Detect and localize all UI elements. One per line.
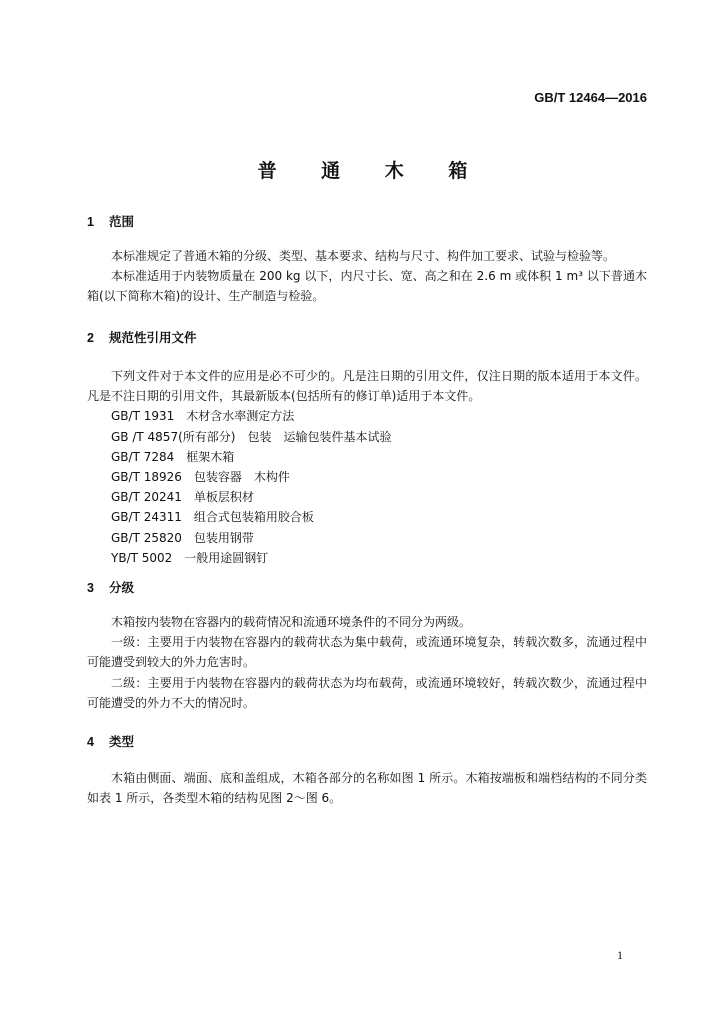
reference-code: YB/T 5002 (111, 550, 173, 565)
reference-item (87, 447, 647, 467)
reference-item (87, 487, 647, 507)
section-number: 4 (87, 735, 94, 749)
reference-code: GB/T 7284 (111, 449, 175, 464)
document-code: GB/T 12464—2016 (534, 90, 647, 105)
reference-code: GB/T 24311 (111, 510, 182, 525)
paragraph: 本标准适用于内装物质量在 200 kg 以下，内尺寸长、宽、高之和在 2.6 m 或体积 1 m³ 以下普通木箱(以下简称木箱)的设计、生产制造与检验。 (87, 269, 647, 304)
section-number: 1 (87, 215, 94, 229)
section-number: 2 (87, 331, 94, 345)
section-heading (87, 732, 647, 752)
paragraph: 下列文件对于本文件的应用是必不可少的。凡是注日期的引用文件，仅注日期的版本适用于本文件。凡是不注日期的引用文件，其最新版本(包括所有的修订单)适用于本文件。 (87, 369, 647, 404)
reference-name: 框架木箱 (186, 449, 235, 464)
reference-code: GB/T 20241 (111, 490, 182, 505)
reference-item (87, 528, 647, 548)
page-number: 1 (617, 948, 623, 962)
reference-name: 单板层积材 (193, 490, 254, 505)
section-title: 范围 (109, 214, 135, 229)
page-title: 普 通 木 箱 (257, 160, 487, 182)
paragraph: 本标准规定了普通木箱的分级、类型、基本要求、结构与尺寸、构件加工要求、试验与检验等。 (111, 249, 616, 263)
reference-name: 木材含水率测定方法 (186, 409, 295, 424)
reference-item (87, 507, 647, 527)
section-heading (87, 578, 647, 598)
section-types (87, 732, 647, 808)
reference-name: 包装用钢带 (193, 530, 254, 545)
reference-item (87, 406, 647, 426)
reference-name: 包装 运输包装件基本试验 (247, 429, 392, 444)
section-number: 3 (87, 581, 94, 595)
section-heading (87, 212, 647, 232)
reference-name: 包装容器 木构件 (193, 470, 290, 485)
reference-item (87, 467, 647, 487)
paragraph: 一级：主要用于内装物在容器内的载荷状态为集中载荷，或流通环境复杂，转载次数多，流通过程中可能遭受到较大的外力危害时。 (87, 635, 647, 670)
reference-item (87, 427, 647, 447)
reference-code: GB /T 4857(所有部分) (111, 429, 236, 444)
reference-code: GB/T 1931 (111, 409, 175, 424)
section-normative-references (87, 328, 647, 568)
paragraph: 木箱由侧面、端面、底和盖组成，木箱各部分的名称如图 1 所示。木箱按端板和端档结构的不同分类如表 1 所示，各类型木箱的结构见图 2～图 6。 (87, 771, 647, 806)
reference-code: GB/T 25820 (111, 530, 182, 545)
reference-item (87, 548, 647, 568)
section-title: 类型 (109, 734, 135, 749)
section-scope (87, 212, 647, 307)
reference-name: 一般用途圆钢钉 (184, 550, 269, 565)
section-title: 分级 (109, 580, 135, 595)
reference-name: 组合式包装箱用胶合板 (193, 510, 314, 525)
section-heading (87, 328, 647, 348)
paragraph: 二级：主要用于内装物在容器内的载荷状态为均布载荷，或流通环境较好，转载次数少，流通过程中可能遭受的外力不大的情况时。 (87, 675, 647, 710)
paragraph: 木箱按内装物在容器内的载荷情况和流通环境条件的不同分为两级。 (111, 615, 472, 629)
section-title: 规范性引用文件 (109, 330, 197, 345)
reference-list (87, 406, 647, 568)
section-grading (87, 578, 647, 713)
reference-code: GB/T 18926 (111, 470, 182, 485)
